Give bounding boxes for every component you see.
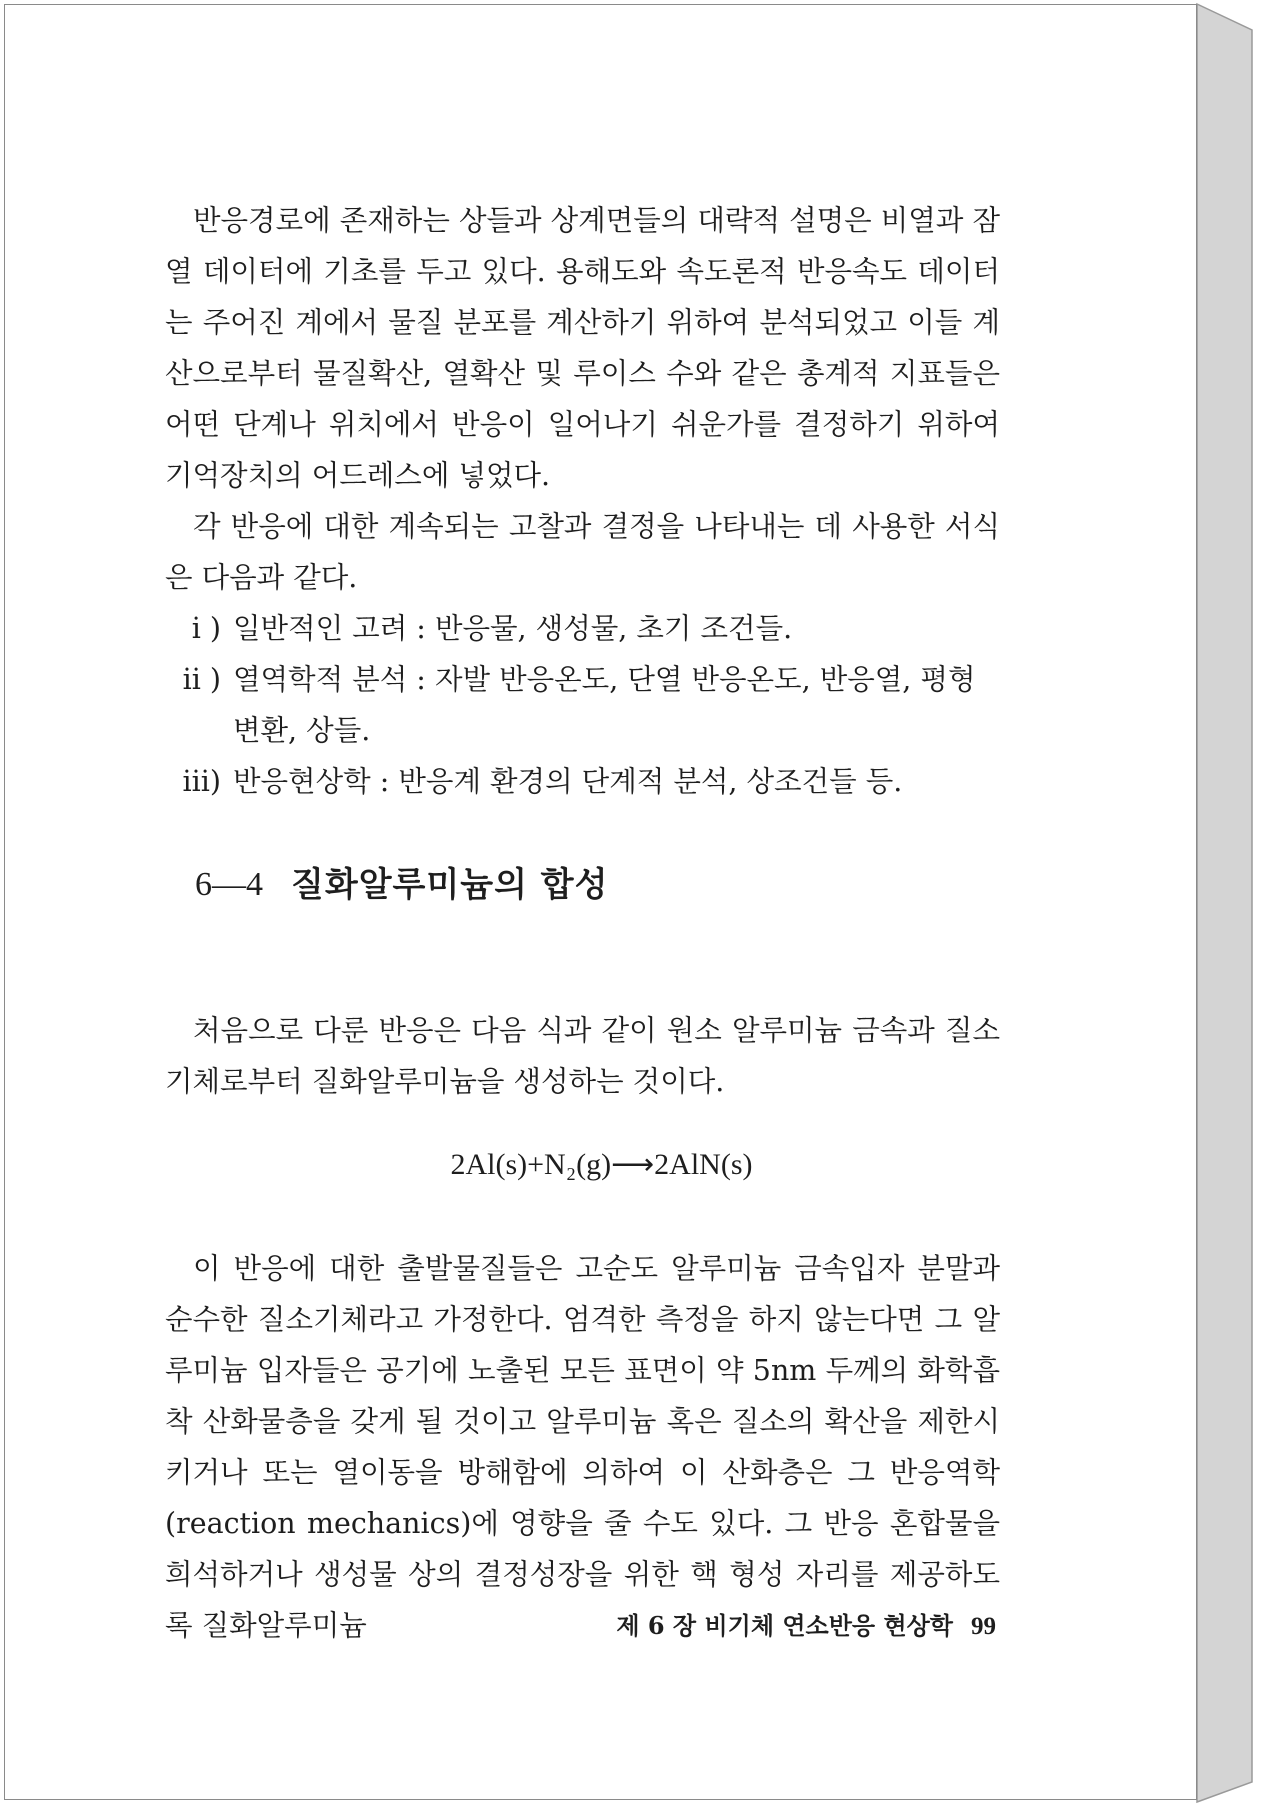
list-item-number: i ) — [191, 612, 221, 645]
body-text-bottom — [165, 1243, 1000, 1651]
page-number: 99 — [971, 1613, 996, 1640]
list-item — [165, 603, 1000, 654]
paragraph-2: 각 반응에 대한 계속되는 고찰과 결정을 나타내는 데 사용한 서식은 다음과 같다. — [165, 510, 1000, 594]
paragraph-3: 처음으로 다룬 반응은 다음 식과 같이 원소 알루미늄 금속과 질소기체로부터 질화알루미늄을 생성하는 것이다. — [165, 1014, 1000, 1098]
paragraph-4: 이 반응에 대한 출발물질들은 고순도 알루미늄 금속입자 분말과 순수한 질소기체라고 가정한다. 엄격한 측정을 하지 않는다면 그 알루미늄 입자들은 공기에 노출된 모든 표면이 약 5nm 두께의 화학흡착 산화물층을 갖게 될 것이고 알루미늄 혹은 질소의 확산을 제한시키거나 또는 열이동을 방해함에 의하여 이 산화층은 그 반응역학(reaction mechanics)에 영향을 줄 수도 있다. 그 반응 혼합물을 희석하거나 생성물 상의 결정성장을 위한 핵 형성 자리를 제공하도록 질화알루미늄 — [165, 1252, 1000, 1642]
list-item-text: 일반적인 고려 : 반응물, 생성물, 초기 조건들. — [233, 612, 793, 645]
section-number: 6—4 — [195, 866, 263, 903]
list-item — [165, 654, 1000, 756]
list-item — [165, 756, 1000, 807]
paragraph-1: 반응경로에 존재하는 상들과 상계면들의 대략적 설명은 비열과 잠열 데이터에 기초를 두고 있다. 용해도와 속도론적 반응속도 데이터는 주어진 계에서 물질 분포를 계산하기 위하여 분석되었고 이들 계산으로부터 물질확산, 열확산 및 루이스 수와 같은 총계적 지표들은 어떤 단계나 위치에서 반응이 일어나기 쉬운가를 결정하기 위하여 기억장치의 어드레스에 넣었다. — [165, 204, 1000, 492]
list-item-number: iii) — [182, 765, 221, 798]
chapter-title: 제 6 장 비기체 연소반응 현상학 — [616, 1611, 953, 1640]
section-title: 질화알루미늄의 합성 — [291, 865, 609, 905]
body-text-top — [165, 195, 1000, 807]
list-item-number: ii ) — [182, 663, 221, 696]
list-item-text: 열역학적 분석 : 자발 반응온도, 단열 반응온도, 반응열, 평형변환, 상들. — [233, 663, 976, 747]
page-sheet — [4, 4, 1197, 1800]
consideration-list — [165, 603, 1000, 807]
section-heading — [195, 863, 608, 907]
running-footer — [616, 1610, 996, 1643]
chemical-equation: 2Al(s)+N₂(g)⟶2AlN(s) — [450, 1148, 753, 1181]
list-item-text: 반응현상학 : 반응계 환경의 단계적 분석, 상조건들 등. — [233, 765, 903, 798]
body-text-middle — [165, 1005, 1000, 1107]
